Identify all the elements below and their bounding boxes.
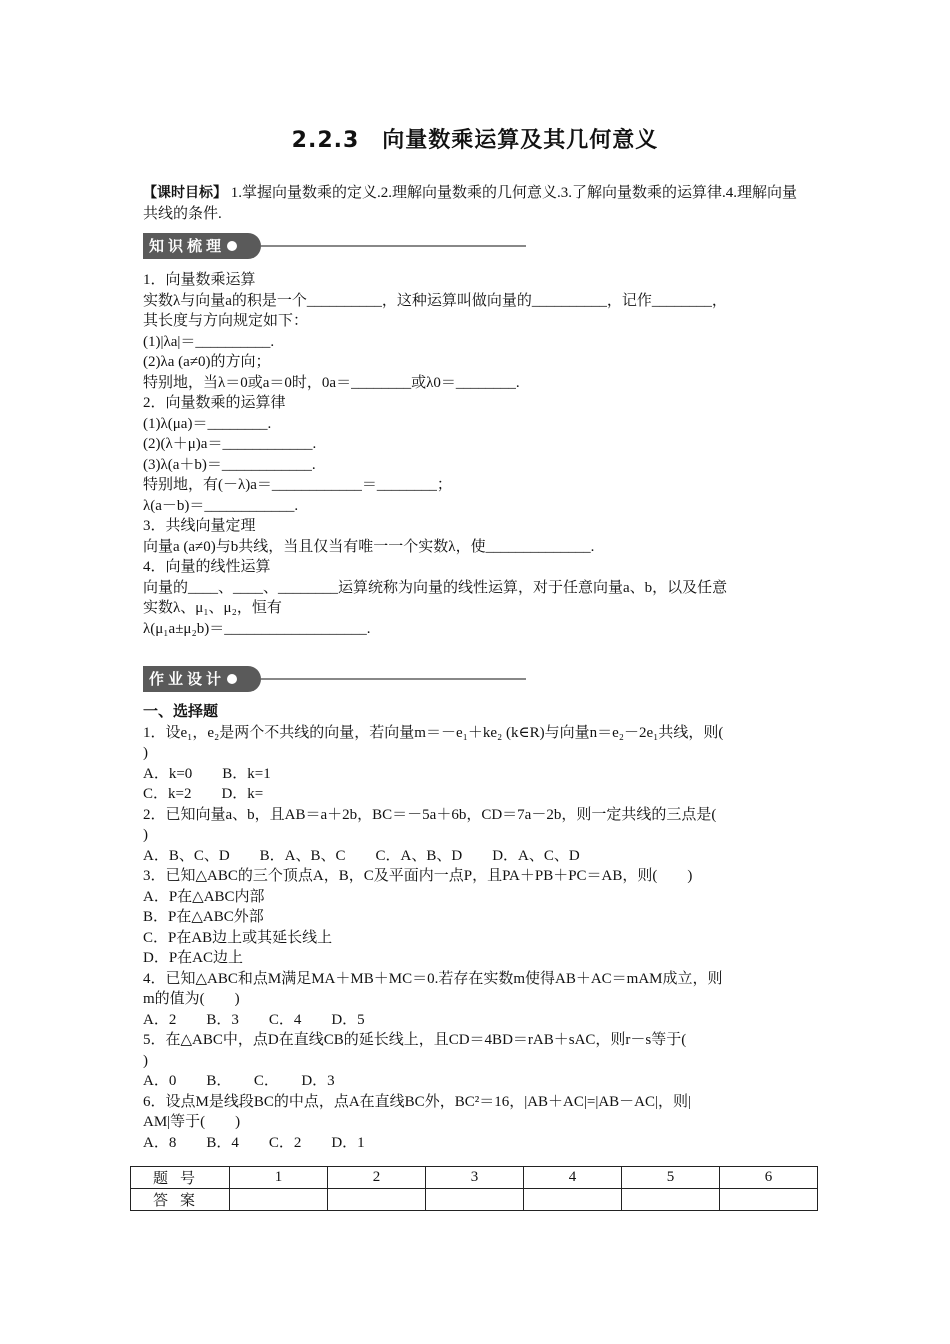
question-line: 6．设点M是线段BC的中点，点A在直线BC外，BC²＝16，|AB＋AC|=|AB－AC|，则| [143, 1093, 692, 1110]
text-line: (3)λ(a＋b)＝____________. [143, 456, 316, 473]
question-line: ) [143, 1052, 148, 1069]
answer-table [130, 1166, 818, 1211]
question-line: 4．已知△ABC和点M满足MA＋MB＋MC＝0.若存在实数m使得AB＋AC＝mAM成立，则 [143, 970, 723, 987]
banner-tag [143, 666, 261, 692]
bullet-dot-icon [227, 674, 237, 684]
answer-cell[interactable] [328, 1189, 426, 1211]
text-line: 特别地，有(－λ)a＝____________＝________； [143, 477, 452, 493]
option-line: A．B、C、D B．A、B、C C．A、B、D D．A、C、D [143, 847, 580, 864]
text-line: 特别地，当λ＝0或a＝0时，0a＝________或λ0＝________. [143, 374, 520, 391]
table-cell: 6 [720, 1167, 818, 1189]
question-line: 1．设e₁，e₂是两个不共线的向量，若向量m＝－e₁＋ke₂ (k∈R)与向量n＝e₂－2e₁共线，则( [143, 724, 724, 741]
table-row [131, 1189, 818, 1211]
objective-text: 1.掌握向量数乘的定义.2.理解向量数乘的几何意义.3.了解向量数乘的运算律.4.理解向量共线的条件. [143, 185, 798, 222]
page-title: 2.2.3 向量数乘运算及其几何意义 [291, 128, 659, 153]
question-line: 2．已知向量a、b，且AB＝a＋2b，BC＝－5a＋6b，CD＝7a－2b，则一定共线的三点是( [143, 806, 717, 823]
text-line: 2．向量数乘的运算律 [143, 395, 286, 411]
question-line: AM|等于( ) [143, 1114, 241, 1130]
text-line: 实数λ与向量a的积是一个__________，这种运算叫做向量的__________，记作________， [143, 292, 727, 309]
homework-section [143, 702, 808, 1153]
option-line: C．k=2 D．k= [143, 786, 264, 802]
text-line: 其长度与方向规定如下： [143, 313, 309, 329]
option-line: C．P在AB边上或其延长线上 [143, 929, 333, 946]
question-line: m的值为( ) [143, 991, 240, 1007]
table-cell: 1 [230, 1167, 328, 1189]
section-heading: 一、选择题 [143, 704, 219, 720]
answer-cell[interactable] [230, 1189, 328, 1211]
table-cell: 4 [524, 1167, 622, 1189]
section-banner-homework [143, 666, 528, 692]
answer-cell[interactable] [720, 1189, 818, 1211]
answer-cell[interactable] [622, 1189, 720, 1211]
lesson-objective [143, 183, 808, 225]
text-line: 向量的____、____、________运算统称为向量的线性运算，对于任意向量a、b，以及任意 [143, 579, 728, 596]
question-line: 5．在△ABC中，点D在直线CB的延长线上，且CD＝4BD＝rAB＋sAC，则r－s等于( [143, 1032, 687, 1048]
text-line: 实数λ、μ₁、μ₂，恒有 [143, 600, 282, 616]
banner-tag [143, 233, 261, 259]
table-cell: 3 [426, 1167, 524, 1189]
text-line: 向量a (a≠0)与b共线，当且仅当有唯一一个实数λ，使______________. [143, 538, 595, 555]
banner-label: 知识梳理 [149, 237, 226, 255]
objective-label: 【课时目标】 [143, 185, 227, 201]
row-label-answer: 答案 [131, 1189, 230, 1211]
option-line: A．0 B． C． D．3 [143, 1073, 335, 1089]
text-line: (2)λa (a≠0)的方向； [143, 354, 271, 370]
text-line: (2)(λ＋μ)a＝____________. [143, 436, 317, 452]
text-line: 1．向量数乘运算 [143, 272, 256, 288]
text-line: λ(μ₁a±μ₂b)＝___________________. [143, 620, 371, 637]
bullet-dot-icon [227, 241, 237, 251]
banner-rule [261, 678, 526, 680]
banner-rule [261, 245, 526, 247]
option-line: A．8 B．4 C．2 D．1 [143, 1134, 365, 1151]
option-line: A．k=0 B．k=1 [143, 765, 271, 782]
table-row [131, 1167, 818, 1189]
option-line: D．P在AC边上 [143, 950, 244, 966]
question-line: 3．已知△ABC的三个顶点A，B，C及平面内一点P，且PA＋PB＋PC＝AB，则( ) [143, 868, 693, 884]
text-line: (1)|λa|＝__________. [143, 333, 275, 350]
answer-cell[interactable] [426, 1189, 524, 1211]
text-line: (1)λ(μa)＝________. [143, 415, 272, 432]
question-line: ) [143, 827, 148, 843]
knowledge-section [143, 270, 808, 639]
text-line: λ(a－b)＝____________. [143, 497, 299, 514]
question-line: ) [143, 745, 148, 761]
answer-cell[interactable] [524, 1189, 622, 1211]
row-label-number: 题号 [131, 1167, 230, 1189]
section-banner-knowledge [143, 233, 528, 259]
text-line: 4．向量的线性运算 [143, 559, 271, 575]
option-line: A．2 B．3 C．4 D．5 [143, 1011, 365, 1028]
option-line: A．P在△ABC内部 [143, 888, 265, 905]
text-line: 3．共线向量定理 [143, 518, 256, 534]
option-line: B．P在△ABC外部 [143, 909, 264, 925]
table-cell: 5 [622, 1167, 720, 1189]
banner-label: 作业设计 [149, 670, 226, 688]
table-cell: 2 [328, 1167, 426, 1189]
